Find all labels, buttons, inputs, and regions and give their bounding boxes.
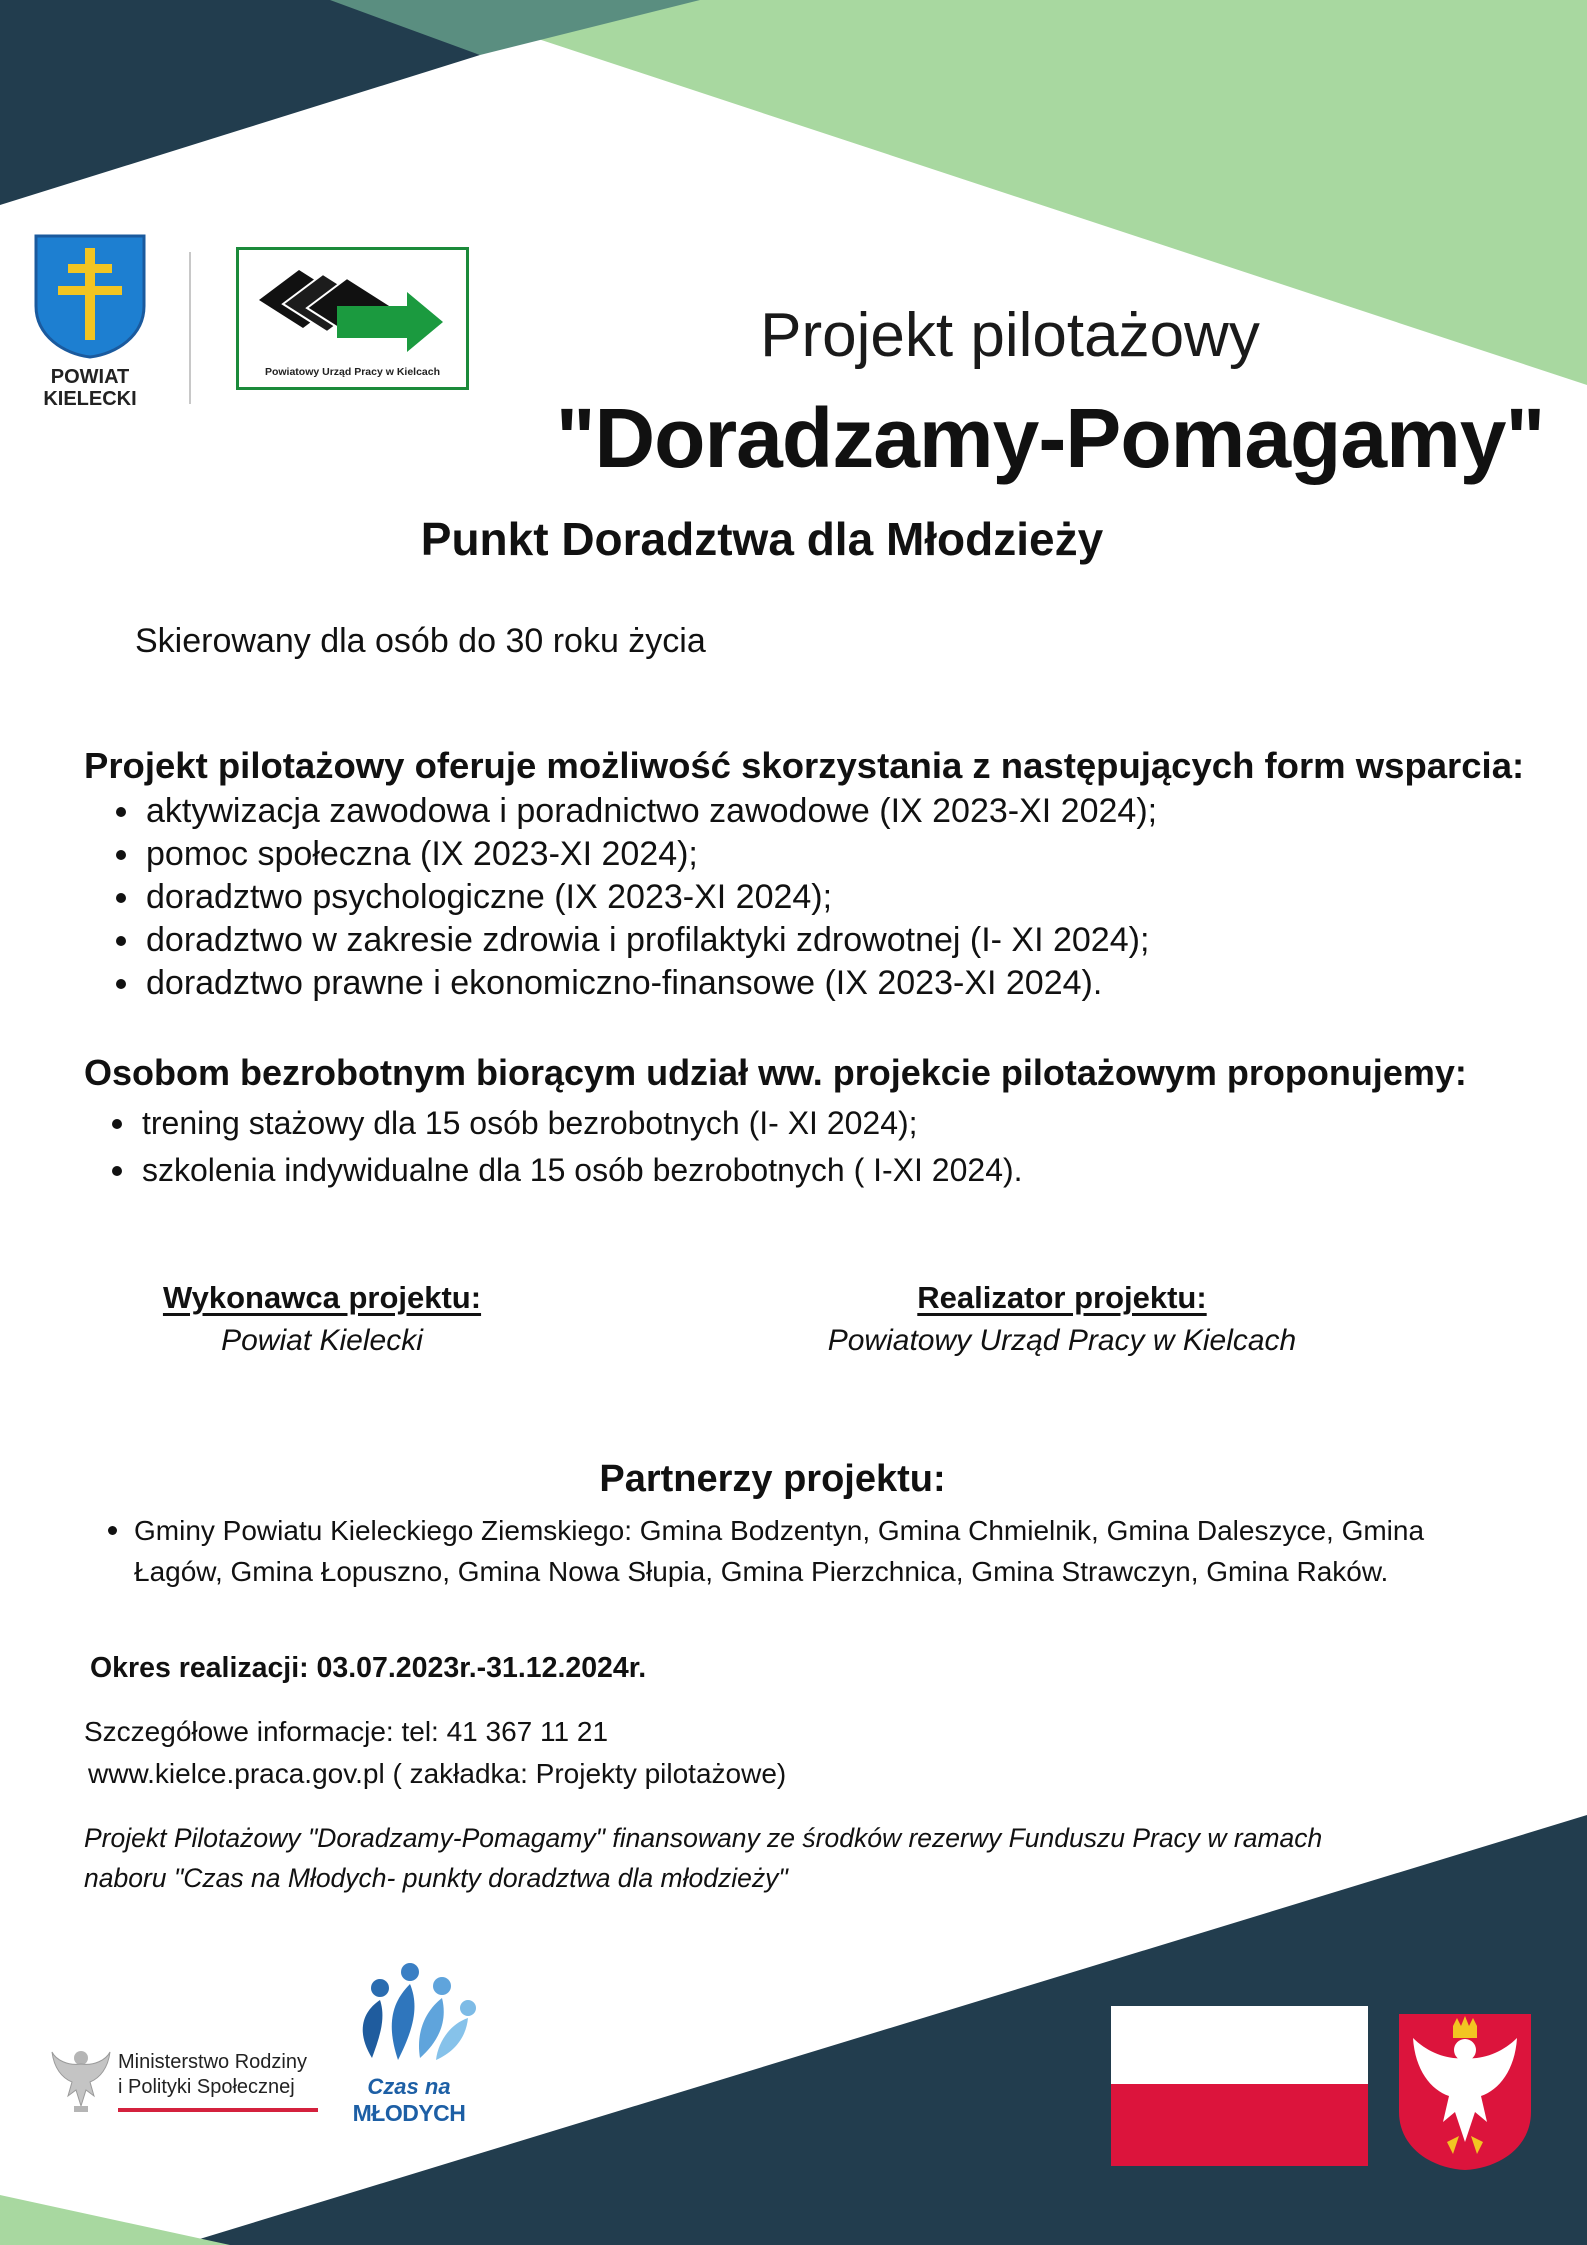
unemployed-heading: Osobom bezrobotnym biorącym udział ww. projekcie pilotażowym proponujemy: [84,1052,1467,1093]
ministry-line1: Ministerstwo Rodziny [118,2051,307,2073]
czas-na-mlodych-text [349,2074,469,2127]
list-item: Gminy Powiatu Kieleckiego Ziemskiego: Gmina Bodzentyn, Gmina Chmielnik, Gmina Daleszyce, Gmina Łagów, Gmina Łopuszno, Gmina Nowa Słupia, Gmina Pierzchnica, Gmina Strawczyn, Gmina Raków. [104,1510,1464,1592]
ministry-eagle-icon [50,2046,112,2114]
powiat-caption-line1: POWIAT [50,366,130,388]
flag-white-stripe [1111,2006,1368,2084]
executor-block [122,1280,522,1358]
powiat-caption-line2: KIELECKI [43,388,137,410]
executor-value: Powiat Kielecki [221,1324,423,1357]
partners-list [104,1510,1464,1592]
list-item: trening stażowy dla 15 osób bezrobotnych (I- XI 2024); [108,1100,1023,1147]
target-group: Skierowany dla osób do 30 roku życia [135,622,706,660]
pup-logo-caption: Powiatowy Urząd Pracy w Kielcach [264,366,441,379]
implementer-block [762,1280,1362,1358]
polish-coat-of-arms-icon [1397,2012,1533,2172]
ministry-line2: i Polityki Społecznej [118,2076,295,2098]
partners-heading: Partnerzy projektu: [599,1458,946,1500]
title-small: Projekt pilotażowy [760,301,1260,370]
unemployed-list [108,1100,1023,1194]
title-big: "Doradzamy-Pomagamy" [555,391,1545,485]
support-heading: Projekt pilotażowy oferuje możliwość skorzystania z następujących form wsparcia: [84,745,1525,786]
ministry-text [118,2050,307,2100]
ministry-underline [118,2108,318,2112]
support-list [112,790,1157,1005]
list-item: doradztwo prawne i ekonomiczno-finansowe (IX 2023-XI 2024). [112,962,1157,1005]
executor-label: Wykonawca projektu: [162,1280,482,1315]
info-phone: Szczegółowe informacje: tel: 41 367 11 21 [84,1716,609,1747]
implementer-value: Powiatowy Urząd Pracy w Kielcach [827,1324,1297,1357]
bottom-green-shape [0,2195,230,2245]
period: Okres realizacji: 03.07.2023r.-31.12.2024r. [90,1652,647,1684]
pup-logo [236,247,469,390]
pup-logo-icon [247,258,457,358]
list-item: doradztwo w zakresie zdrowia i profilaktyki zdrowotnej (I- XI 2024); [112,919,1157,962]
czas-line2: MŁODYCH [352,2100,466,2126]
list-item: pomoc społeczna (IX 2023-XI 2024); [112,833,1157,876]
flag-red-stripe [1111,2084,1368,2166]
subtitle: Punkt Doradztwa dla Młodzieży [420,513,1104,565]
czas-na-mlodych-icon [350,1962,490,2072]
top-navy-shape [0,0,480,205]
info-web[interactable]: www.kielce.praca.gov.pl ( zakładka: Projekty pilotażowe) [88,1758,787,1789]
logo-divider [189,252,191,404]
powiat-caption [34,366,146,410]
powiat-crest-icon [34,234,146,359]
financing-note: Projekt Pilotażowy "Doradzamy-Pomagamy" finansowany ze środków rezerwy Funduszu Pracy w ramach naboru "Czas na Młodych- punkty doradztwa dla młodzieży" [84,1823,1323,1893]
czas-line1: Czas na [367,2074,451,2099]
list-item: aktywizacja zawodowa i poradnictwo zawodowe (IX 2023-XI 2024); [112,790,1157,833]
implementer-label: Realizator projektu: [917,1280,1207,1315]
list-item: szkolenia indywidualne dla 15 osób bezrobotnych ( I-XI 2024). [108,1147,1023,1194]
list-item: doradztwo psychologiczne (IX 2023-XI 2024); [112,876,1157,919]
